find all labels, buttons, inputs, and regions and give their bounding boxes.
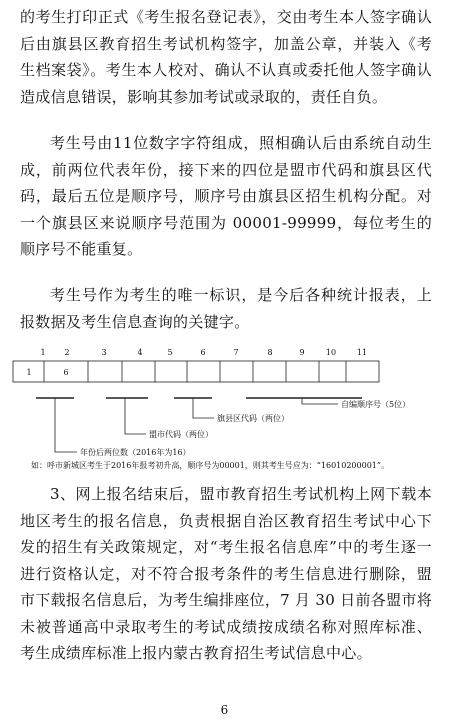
position-number: 6 [200, 348, 206, 357]
digit-cell: 6 [63, 368, 69, 377]
label-sequence-number: 自编顺序号（5位） [341, 400, 411, 409]
paragraph-online-registration-step3: 3、网上报名结束后，盟市教育招生考试机构上网下载本地区考生的报名信息，负责根据自治区教育招生考试中心下发的招生有关政策规定，对“考生报名信息库”中的考生逐一进行资格认定，对不符合报考条件的考生信息进行删除，盟市下载报名信息后，为考生编排座位，7 月 30 日前各盟市将未被普通高中录取考生的考试成绩按成绩名称对照库标准、考生成绩库标准上报内蒙古教育招生考试信息中心。 [20, 485, 432, 662]
label-league-code: 盟市代码（两位） [149, 430, 213, 439]
position-number: 10 [325, 348, 337, 357]
candidate-number-svg [0, 340, 449, 470]
position-number: 9 [299, 348, 305, 357]
position-number: 3 [101, 348, 107, 357]
position-number: 5 [167, 348, 173, 357]
paragraph-candidate-number-key: 考生号作为考生的唯一标识，是今后各种统计报表，上报数据及考生信息查询的关键字。 [20, 286, 432, 331]
digit-dividers [44, 361, 346, 382]
position-number: 4 [137, 348, 143, 357]
paragraph-candidate-number-format: 考生号由11位数字字符组成，照相确认后由系统自动生成，前两位代表年份，接下来的四位是盟市代码和旗县区代码，最后五位是顺序号，顺序号由旗县区招生机构分配。对一个旗县区来说顺序号范围为 00001-99999，每位考生的顺序号不能重复。 [20, 134, 432, 258]
candidate-number-diagram [0, 340, 449, 470]
digit-cell: 1 [26, 368, 32, 377]
position-number: 1 [40, 348, 46, 357]
example-note: 如：呼市新城区考生于2016年报考初升高，顺序号为00001，则其考生号应为：“16010200001”。 [31, 461, 389, 470]
leader-lines [55, 398, 338, 452]
position-number: 11 [356, 348, 368, 357]
position-number: 2 [64, 348, 70, 357]
label-year-digits: 年份后两位数（2016年为16） [80, 448, 191, 457]
label-county-code: 旗县区代码（两位） [217, 414, 289, 423]
page-number: 6 [220, 703, 229, 717]
position-number: 8 [267, 348, 273, 357]
paragraph-registration-confirmation: 的考生打印正式《考生报名登记表》，交由考生本人签字确认后由旗县区教育招生考试机构签字，加盖公章，并装入《考生档案袋》。考生本人校对、确认不认真或委托他人签字确认造成信息错误，影响其参加考试或录取的，责任自负。 [20, 8, 432, 106]
position-number: 7 [233, 348, 239, 357]
